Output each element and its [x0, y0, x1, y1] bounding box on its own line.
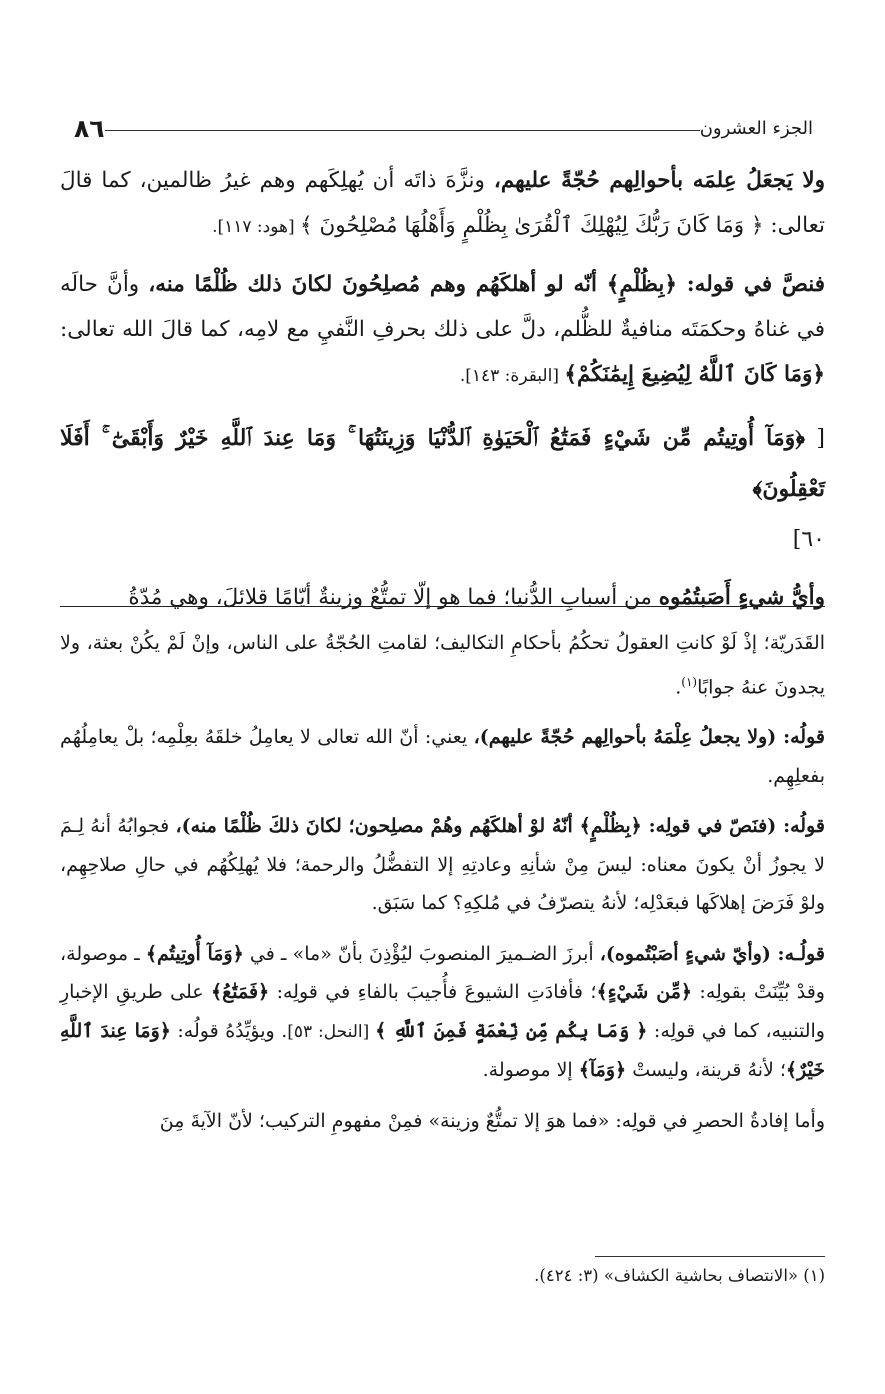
commentary-lead: قولُه: (ولا يجعلُ عِلْمَهُ بأحوالِهم حُجّةً عليهم)، — [473, 726, 825, 749]
commentary-p4-text-e: . ويؤيِّدُهُ قولُه: — [170, 1019, 288, 1042]
main-p2-bold-b: أنّه لو أهلكَهُم وهم مُصلِحُونَ لكانَ ذلك ظُلْمًا منه، — [148, 272, 607, 297]
commentary-paragraph-3 — [60, 807, 825, 923]
commentary-lead-b: أنّهُ لوْ أهلكَهُم وهُمْ مصلِحون؛ لكانَ ذلكَ ظُلْمًا منه)، — [175, 815, 580, 838]
commentary-p2-text: يعني: أنّ الله تعالى لا يعامِلُ خلقَهُ بعِلْمِه؛ بلْ يعامِلُهُم بفعلِهِم. — [60, 726, 825, 787]
main-p3-bold: وأيُّ شيءٍ أَصَبتُمُوه — [658, 585, 825, 610]
quran-word: ﴿بِظُلْمٍ﴾ — [606, 272, 677, 297]
verse-reference: [النحل: ٥٣] — [287, 1021, 376, 1042]
commentary-p4-text-c: ؛ فأفادَتِ الشيوعَ فأُجيبَ بالفاءِ في قولِه: — [269, 981, 597, 1004]
main-p2-bold-a: فنصَّ في قوله: — [676, 272, 825, 297]
main-p2-text: وأنَّ حالَه في غناهُ وحكمَتَه منافيةٌ للظُّلم، دلَّ على ذلك بحرفِ النَّفيِ مع لامِه، كما قالَ الله تعالى: — [60, 272, 825, 342]
quran-quote-4: ﴿ وَمَا بِكُم مِّن نِّعْمَةٍ فَمِنَ ٱللَّهِ ﴾ — [375, 1019, 648, 1042]
verse-bracket: [ — [805, 426, 826, 451]
quran-quote-5: ﴿وَمَا عِندَ ٱللَّهِ خَيْرٌ﴾ — [60, 1019, 825, 1082]
verse-block — [60, 413, 825, 565]
quran-verse-hud: ﴿ وَمَا كَانَ رَبُّكَ لِيُهْلِكَ ٱلْقُرَىٰ بِظُلْمٍ وَأَهْلُهَا مُصْلِحُونَ ﴾ — [300, 213, 764, 238]
commentary-paragraph-2 — [60, 718, 825, 795]
header-rule — [105, 130, 700, 131]
commentary-lead-a: قولُه: (فنَصّ في قولِه: — [641, 815, 825, 838]
commentary-p4-text-f: ؛ لأنهُ قرينة، وليستْ — [626, 1059, 786, 1082]
verse-reference: [هود: ١١٧]. — [212, 217, 301, 237]
footnote-number: (١) — [803, 1266, 825, 1285]
page-number: ٨٦ — [74, 113, 105, 143]
commentary-p5-text: وأما إفادةُ الحصرِ في قولِه: «فما هوَ إلا تمتُّعٌ وزينة» فمِنْ مفهومِ التركيب؛ لأنّ الآيةَ مِنَ — [159, 1109, 825, 1132]
page-header — [60, 108, 825, 148]
quran-quote-2: ﴿مِّن شَيْءٍ﴾ — [596, 981, 693, 1004]
commentary-lead: قولُـه: (وأيّ شيءٍ أصَبْتُموه)، — [599, 942, 826, 965]
commentary-p4-text-g: إلا موصولة. — [482, 1059, 579, 1082]
main-text — [60, 158, 825, 632]
footnote — [60, 1262, 825, 1290]
main-p1-bold: ولا يَجعَلُ عِلمَه بأحوالِهم حُجّةً عليهم، — [493, 168, 826, 193]
commentary-divider — [60, 606, 825, 607]
verse-number: ٦٠] — [792, 527, 825, 552]
commentary-paragraph-4 — [60, 935, 825, 1090]
main-paragraph-2 — [60, 262, 825, 399]
commentary-p1-text: القَدَريّة؛ إذْ لَوْ كانتِ العقولُ تحكُمُ بأحكامِ التكاليف؛ لقامتِ الحُجّةُ على الناس، وإنْ لَمْ يكُنْ بعثة، ولا يجدونَ عنهُ جوابًا — [60, 632, 825, 698]
footnote-text: «الانتصاف بحاشية الكشاف» (٣: ٤٢٤). — [534, 1266, 804, 1285]
quran-quote-3: ﴿فَمَتَٰعُ﴾ — [210, 981, 270, 1004]
quran-word: ﴿بِظُلْمٍ﴾ — [579, 815, 642, 838]
quran-quote-6: ﴿وَمَآ﴾ — [578, 1059, 627, 1082]
verse-reference: [البقرة: ١٤٣]. — [459, 366, 565, 386]
footnote-marker: (١) — [681, 674, 698, 689]
quran-verse-baqara: ﴿وَمَا كَانَ ٱللَّهُ لِيُضِيعَ إِيمَٰنَكُمْ﴾ — [564, 362, 825, 387]
commentary-paragraph-5 — [60, 1102, 825, 1141]
main-p3-text: من أسبابِ الدُّنيا؛ فما هو إلّا تمتُّعٌ وزينةٌ أيّامًا قلائلَ، وهي مُدّةُ — [128, 585, 659, 610]
part-title: الجزء العشرون — [699, 117, 813, 139]
commentary-p3-text: فجوابُهُ أنهُ لِـمَ لا يجوزُ أنْ يكونَ معناه: ليسَ مِنْ شأنِهِ وعادتِهِ إلا التفضُّلُ والرحمة؛ فلا يُهلِكُهُم في حالِ صلاحِهِم، ولوْ فَرَضَ إهلاكَها فبعَدْلِه؛ لأنهُ يتصرّفُ في مُلكِهِ؟ كما سَبَق. — [60, 815, 825, 915]
quran-verse-60: ﴿وَمَآ أُوتِيتُم مِّن شَيْءٍ فَمَتَٰعُ ٱلْحَيَوٰةِ ٱلدُّنْيَا وَزِينَتُهَا ۚ وَمَا عِندَ ٱللَّهِ خَيْرٌ وَأَبْقَىٰٓ ۚ أَفَلَا تَعْقِلُونَ﴾ — [60, 425, 825, 502]
footnote-divider — [595, 1256, 825, 1257]
commentary-p4-text-a: أبرزَ الضـميرَ المنصوبَ ليُؤْذِنَ بأنّ «ما» ـ في — [243, 942, 600, 965]
quran-quote-1: ﴿وَمَآ أُوتِيتُم﴾ — [145, 942, 244, 965]
main-paragraph-1 — [60, 158, 825, 250]
main-paragraph-3 — [60, 575, 825, 620]
main-p1-text: ونزَّهَ ذاتَه أن يُهلِكَهم وهم غيرُ ظالمين، كما قالَ تعالى: — [60, 168, 825, 238]
commentary-text — [60, 624, 825, 1152]
commentary-p4-text-b: ـ موصولة، وقدْ بُيِّنَتْ بقولِه: — [60, 942, 825, 1004]
commentary-p1-end: . — [675, 675, 682, 698]
commentary-paragraph-1 — [60, 624, 825, 706]
commentary-p4-text-d: على طريقِ الإخبارِ والتنبيه، كما في قولِه: — [60, 981, 825, 1042]
